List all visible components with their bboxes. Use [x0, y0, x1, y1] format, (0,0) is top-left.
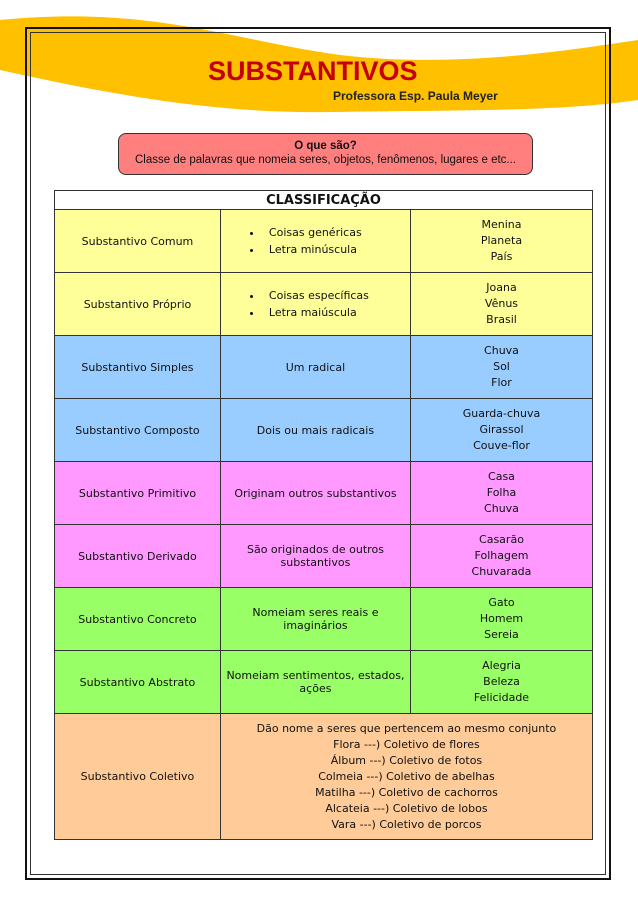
noun-type: Substantivo Derivado — [55, 525, 221, 588]
noun-type: Substantivo Simples — [55, 336, 221, 399]
table-row — [55, 210, 593, 273]
definition-question: O que são? — [294, 140, 357, 152]
noun-examples — [410, 210, 592, 273]
example-item: Chuva — [484, 344, 519, 357]
description-bullet: • Letra minúscula — [263, 241, 406, 258]
example-item: Gato — [488, 596, 515, 609]
example-item: Guarda-chuva — [462, 407, 541, 420]
coletivo-line: Flora ---) Coletivo de flores — [333, 737, 480, 751]
noun-description: São originados de outros substantivos — [220, 525, 410, 588]
description-bullet: • Letra maiúscula — [263, 304, 406, 321]
example-item: Alegria — [482, 659, 521, 672]
example-item: Beleza — [483, 675, 520, 688]
noun-type: Substantivo Composto — [55, 399, 221, 462]
author-line: Professora Esp. Paula Meyer — [333, 89, 498, 103]
classification-table — [54, 190, 593, 840]
coletivo-line: Álbum ---) Coletivo de fotos — [330, 753, 483, 767]
example-item: Chuvarada — [471, 565, 532, 578]
description-bullet: • Coisas genéricas — [263, 224, 406, 241]
noun-examples — [410, 462, 592, 525]
example-item: Felicidade — [473, 691, 530, 704]
noun-description — [220, 273, 410, 336]
description-bullet: • Coisas específicas — [263, 287, 406, 304]
example-item: Vênus — [484, 297, 519, 310]
noun-description: Nomeiam seres reais e imaginários — [220, 588, 410, 651]
noun-type: Substantivo Comum — [55, 210, 221, 273]
page-title: SUBSTANTIVOS — [208, 56, 418, 86]
coletivo-line: Alcateia ---) Coletivo de lobos — [325, 801, 488, 815]
noun-examples — [410, 273, 592, 336]
noun-type: Substantivo Primitivo — [55, 462, 221, 525]
coletivo-line: Colmeia ---) Coletivo de abelhas — [318, 769, 495, 783]
table-row — [55, 399, 593, 462]
example-item: Joana — [486, 281, 517, 294]
coletivo-line: Vara ---) Coletivo de porcos — [331, 817, 482, 831]
definition-answer: Classe de palavras que nomeia seres, objetos, fenômenos, lugares e etc... — [135, 154, 516, 166]
example-item: Brasil — [486, 313, 517, 326]
example-item: Sol — [493, 360, 510, 373]
table-row — [55, 273, 593, 336]
example-item: Folha — [486, 486, 517, 499]
table-row — [55, 714, 593, 840]
noun-description: Originam outros substantivos — [220, 462, 410, 525]
example-item: Couve-flor — [473, 439, 530, 452]
table-row — [55, 462, 593, 525]
definition-box — [118, 133, 533, 175]
noun-examples — [410, 336, 592, 399]
coletivo-line: Dão nome a seres que pertencem ao mesmo conjunto — [256, 721, 557, 735]
table-row — [55, 588, 593, 651]
example-item: Casarão — [479, 533, 524, 546]
noun-description: Um radical — [220, 336, 410, 399]
table-heading: CLASSIFICAÇÃO — [55, 191, 593, 210]
example-item: Menina — [481, 218, 522, 231]
noun-examples — [410, 399, 592, 462]
noun-description: Nomeiam sentimentos, estados, ações — [220, 651, 410, 714]
example-item: Casa — [488, 470, 515, 483]
table-header-row — [55, 191, 593, 210]
coletivo-description — [220, 714, 592, 840]
example-item: Folhagem — [474, 549, 529, 562]
noun-description: Dois ou mais radicais — [220, 399, 410, 462]
noun-examples — [410, 588, 592, 651]
example-item: Girassol — [479, 423, 524, 436]
example-item: Planeta — [480, 234, 523, 247]
noun-type: Substantivo Concreto — [55, 588, 221, 651]
table-row — [55, 651, 593, 714]
table-row — [55, 525, 593, 588]
example-item: Chuva — [484, 502, 519, 515]
example-item: Homem — [479, 612, 524, 625]
table-row — [55, 336, 593, 399]
noun-examples — [410, 525, 592, 588]
noun-type: Substantivo Coletivo — [55, 714, 221, 840]
noun-type: Substantivo Abstrato — [55, 651, 221, 714]
noun-description — [220, 210, 410, 273]
example-item: Flor — [491, 376, 512, 389]
example-item: País — [490, 250, 513, 263]
coletivo-line: Matilha ---) Coletivo de cachorros — [315, 785, 498, 799]
example-item: Sereia — [484, 628, 519, 641]
noun-examples — [410, 651, 592, 714]
noun-type: Substantivo Próprio — [55, 273, 221, 336]
